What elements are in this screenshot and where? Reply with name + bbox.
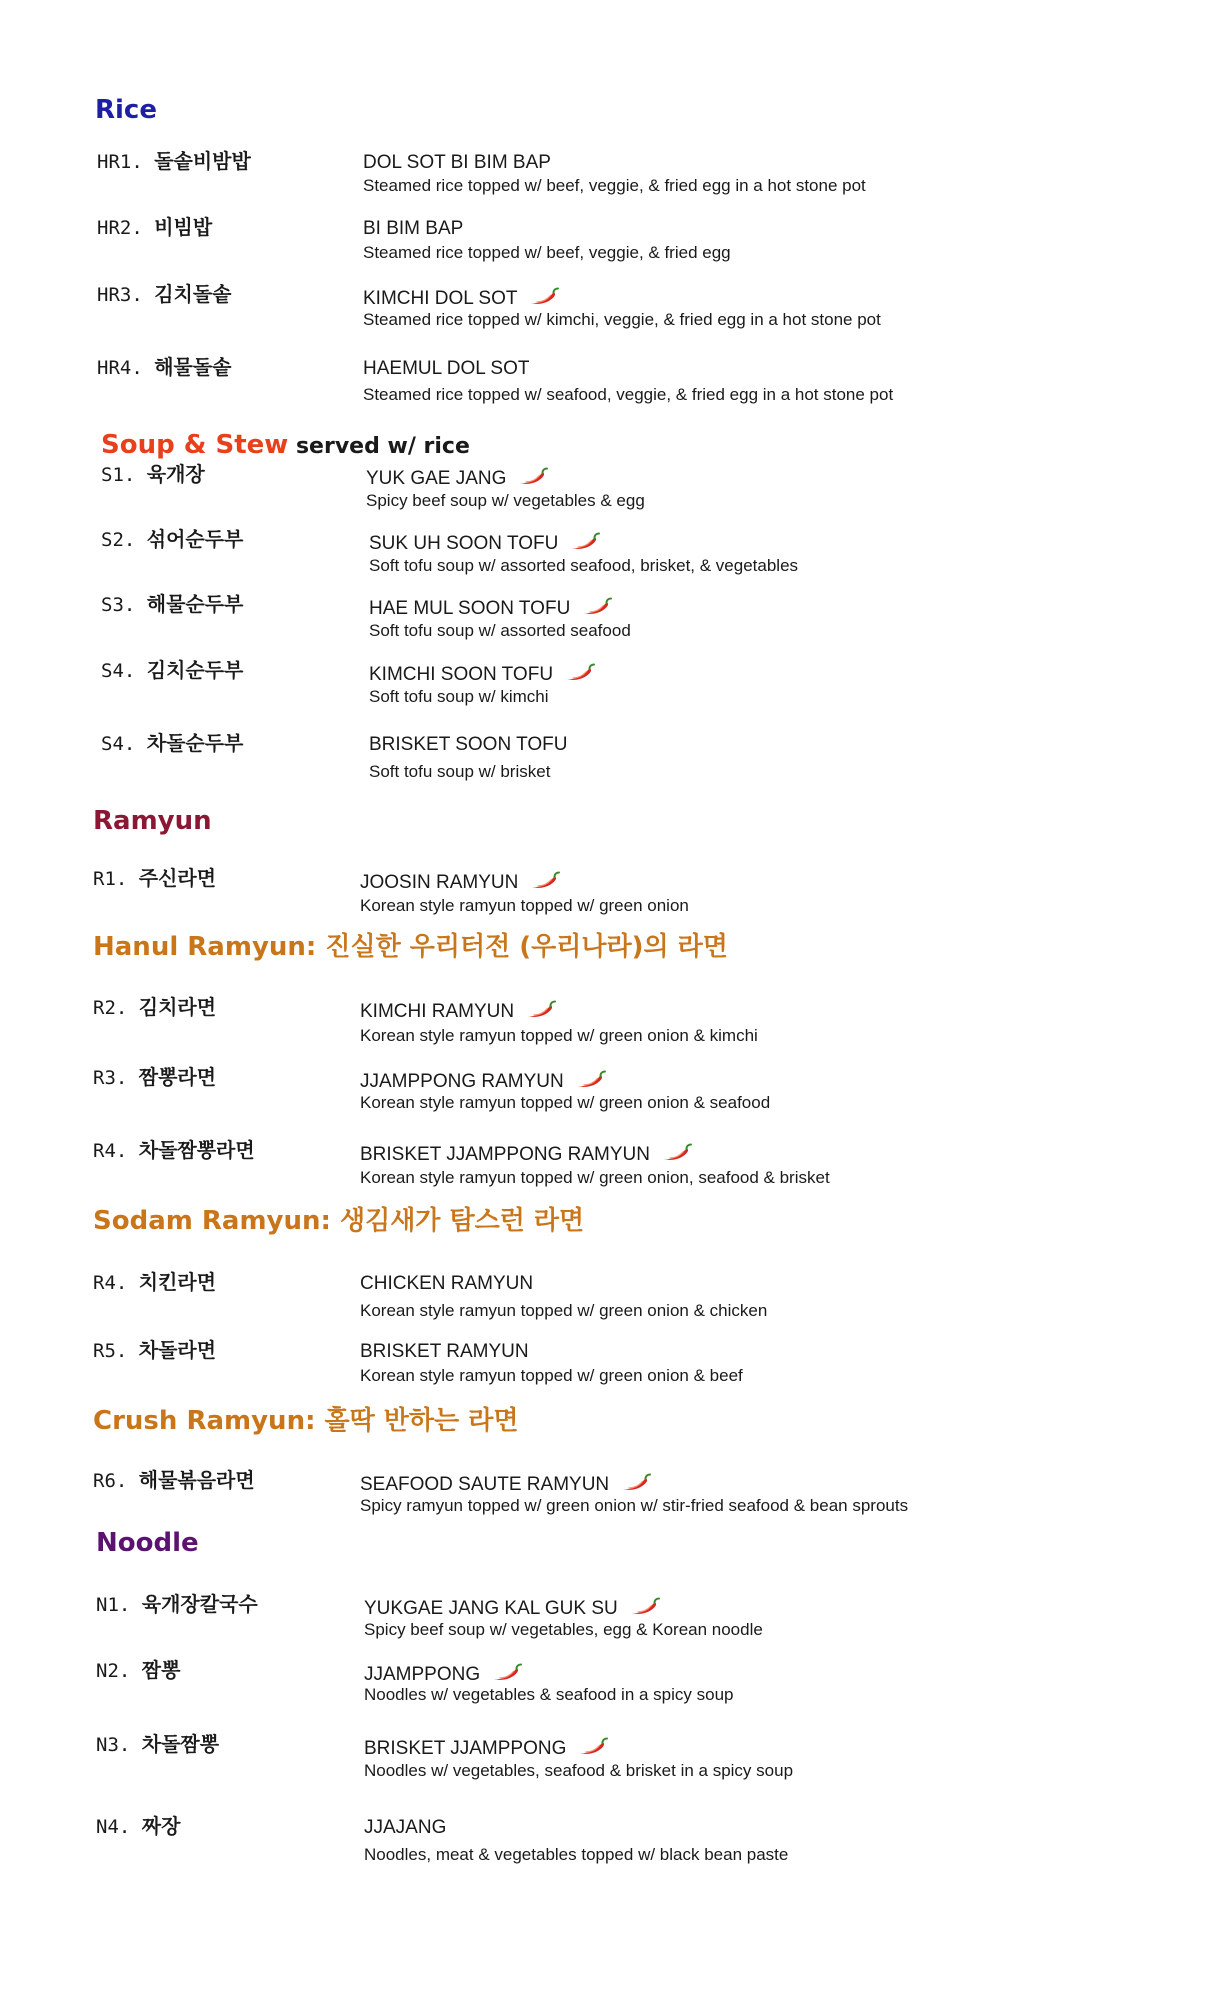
- item-english-name: [360, 1472, 651, 1494]
- item-code: [97, 357, 231, 378]
- item-name-text: BRISKET JJAMPPONG: [364, 1738, 567, 1759]
- item-korean-name: 육개장: [146, 462, 205, 486]
- chili-pepper-icon: [570, 531, 600, 551]
- item-description: Korean style ramyun topped w/ green onion & seafood: [360, 1093, 771, 1112]
- item-korean-name: 짬뽕라면: [138, 1065, 217, 1089]
- item-english-name: [363, 286, 559, 308]
- item-korean-name: 차돌짬뽕라면: [138, 1138, 255, 1162]
- section-subtitle: served w/ rice: [288, 434, 470, 459]
- item-english-name: [360, 870, 560, 892]
- item-number: HR4.: [97, 357, 155, 379]
- item-number: N2.: [96, 1660, 142, 1682]
- item-code: [96, 1816, 180, 1837]
- chili-pepper-icon: [576, 1069, 606, 1089]
- item-code: [101, 464, 205, 485]
- item-number: R4.: [93, 1272, 139, 1294]
- chili-pepper-icon: [630, 1596, 660, 1616]
- item-name-text: SUK UH SOON TOFU: [369, 533, 559, 554]
- item-code: [96, 1734, 219, 1755]
- item-english-name: [366, 466, 548, 488]
- item-english-name: [364, 1662, 522, 1684]
- item-english-name: [363, 359, 529, 378]
- item-code: [101, 733, 243, 754]
- item-name-text: YUKGAE JANG KAL GUK SU: [364, 1598, 618, 1619]
- section-heading: [101, 432, 470, 458]
- item-english-name: [369, 662, 595, 684]
- item-description: Soft tofu soup w/ assorted seafood: [369, 621, 631, 640]
- item-code: [93, 1272, 216, 1293]
- item-code: [97, 284, 231, 305]
- item-number: R6.: [93, 1470, 139, 1492]
- section-heading: [93, 1208, 584, 1234]
- section-heading: [93, 1408, 518, 1434]
- item-korean-name: 섞어순두부: [146, 527, 244, 551]
- item-korean-name: 김치라면: [138, 995, 217, 1019]
- item-description: Korean style ramyun topped w/ green onion & chicken: [360, 1301, 768, 1320]
- item-name-text: JJAJANG: [364, 1817, 447, 1838]
- item-korean-name: 김치순두부: [146, 658, 244, 682]
- item-english-name: [360, 1274, 533, 1293]
- item-description: Spicy beef soup w/ vegetables & egg: [366, 491, 645, 510]
- item-korean-name: 돌솥비밤밥: [154, 149, 251, 173]
- item-name-text: JJAMPPONG: [364, 1664, 481, 1685]
- item-korean-name: 차돌순두부: [146, 731, 244, 755]
- chili-pepper-icon: [578, 1736, 608, 1756]
- item-description: Noodles w/ vegetables, seafood & brisket in a spicy soup: [364, 1761, 794, 1780]
- item-name-text: KIMCHI DOL SOT: [363, 288, 518, 309]
- item-code: [101, 660, 243, 681]
- chili-pepper-icon: [662, 1142, 692, 1162]
- item-english-name: [369, 735, 568, 754]
- chili-pepper-icon: [582, 596, 612, 616]
- item-description: Soft tofu soup w/ kimchi: [369, 687, 549, 706]
- item-code: [93, 1340, 216, 1361]
- chili-pepper-icon: [526, 999, 556, 1019]
- item-name-text: BRISKET JJAMPPONG RAMYUN: [360, 1144, 650, 1165]
- item-korean-name: 해물볶음라면: [138, 1468, 255, 1492]
- item-english-name: [364, 1596, 660, 1618]
- item-description: Steamed rice topped w/ kimchi, veggie, & fried egg in a hot stone pot: [363, 310, 881, 329]
- item-number: S4.: [101, 660, 147, 682]
- item-korean-name: 비빔밥: [154, 215, 213, 239]
- chili-pepper-icon: [518, 466, 548, 486]
- chili-pepper-icon: [492, 1662, 522, 1682]
- item-english-name: [369, 531, 600, 553]
- item-english-name: [364, 1736, 608, 1758]
- item-number: R3.: [93, 1067, 139, 1089]
- item-english-name: [363, 219, 463, 238]
- item-name-text: KIMCHI RAMYUN: [360, 1001, 515, 1022]
- item-description: Spicy ramyun topped w/ green onion w/ stir-fried seafood & bean sprouts: [360, 1496, 909, 1515]
- item-name-text: BI BIM BAP: [363, 218, 464, 239]
- item-korean-name: 해물돌솥: [154, 355, 232, 379]
- item-name-text: BRISKET SOON TOFU: [369, 734, 568, 755]
- item-name-text: CHICKEN RAMYUN: [360, 1273, 534, 1294]
- item-code: [93, 1470, 255, 1491]
- item-number: R2.: [93, 997, 139, 1019]
- section-title: Noodle: [96, 1528, 199, 1558]
- item-name-text: HAEMUL DOL SOT: [363, 358, 530, 379]
- section-heading: [96, 1530, 199, 1556]
- item-description: Korean style ramyun topped w/ green onion & beef: [360, 1366, 743, 1385]
- chili-pepper-icon: [529, 286, 559, 306]
- section-title: Rice: [95, 95, 157, 125]
- chili-pepper-icon: [530, 870, 560, 890]
- item-name-text: JOOSIN RAMYUN: [360, 872, 519, 893]
- section-title: Sodam Ramyun: 생김새가 탐스런 라면: [93, 1206, 585, 1236]
- item-code: [97, 217, 212, 238]
- item-name-text: BRISKET RAMYUN: [360, 1341, 529, 1362]
- section-title: Hanul Ramyun: 진실한 우리터전 (우리나라)의 라면: [93, 932, 728, 962]
- item-code: [93, 997, 216, 1018]
- item-name-text: JJAMPPONG RAMYUN: [360, 1071, 564, 1092]
- item-korean-name: 김치돌솥: [154, 282, 232, 306]
- item-english-name: [360, 1069, 606, 1091]
- item-korean-name: 차돌짬뽕: [141, 1732, 220, 1756]
- item-code: [93, 868, 216, 889]
- item-code: [93, 1140, 255, 1161]
- item-english-name: [360, 1142, 692, 1164]
- item-code: [97, 151, 251, 172]
- item-description: Korean style ramyun topped w/ green onion, seafood & brisket: [360, 1168, 830, 1187]
- item-number: S2.: [101, 529, 147, 551]
- item-code: [96, 1660, 180, 1681]
- item-number: S3.: [101, 594, 147, 616]
- item-number: R1.: [93, 868, 139, 890]
- item-code: [101, 529, 243, 550]
- item-code: [93, 1067, 216, 1088]
- item-name-text: KIMCHI SOON TOFU: [369, 664, 554, 685]
- item-description: Steamed rice topped w/ beef, veggie, & fried egg in a hot stone pot: [363, 176, 866, 195]
- item-description: Steamed rice topped w/ beef, veggie, & fried egg: [363, 243, 731, 262]
- item-description: Noodles w/ vegetables & seafood in a spicy soup: [364, 1685, 734, 1704]
- item-english-name: [363, 153, 551, 172]
- section-title: Soup & Stew: [101, 430, 289, 460]
- item-english-name: [360, 1342, 529, 1361]
- item-korean-name: 짬뽕: [141, 1658, 181, 1682]
- item-code: [96, 1594, 258, 1615]
- section-heading: [93, 808, 212, 834]
- item-korean-name: 주신라면: [138, 866, 217, 890]
- item-number: S1.: [101, 464, 147, 486]
- item-korean-name: 차돌라면: [138, 1338, 217, 1362]
- item-number: S4.: [101, 733, 147, 755]
- section-title: Crush Ramyun: 홀딱 반하는 라면: [93, 1406, 519, 1436]
- item-code: [101, 594, 243, 615]
- item-number: R5.: [93, 1340, 139, 1362]
- item-number: HR3.: [97, 284, 155, 306]
- item-number: N4.: [96, 1816, 142, 1838]
- section-heading: [95, 97, 157, 123]
- item-name-text: HAE MUL SOON TOFU: [369, 598, 571, 619]
- item-description: Soft tofu soup w/ brisket: [369, 762, 551, 781]
- section-title: Ramyun: [93, 806, 212, 836]
- item-korean-name: 치킨라면: [138, 1270, 217, 1294]
- item-number: N1.: [96, 1594, 142, 1616]
- item-korean-name: 짜장: [141, 1814, 181, 1838]
- item-description: Noodles, meat & vegetables topped w/ black bean paste: [364, 1845, 789, 1864]
- item-english-name: [364, 1818, 446, 1837]
- item-description: Spicy beef soup w/ vegetables, egg & Korean noodle: [364, 1620, 763, 1639]
- item-korean-name: 해물순두부: [146, 592, 244, 616]
- item-description: Korean style ramyun topped w/ green onion & kimchi: [360, 1026, 758, 1045]
- item-description: Soft tofu soup w/ assorted seafood, brisket, & vegetables: [369, 556, 799, 575]
- item-number: HR1.: [97, 151, 155, 173]
- item-number: HR2.: [97, 217, 155, 239]
- item-description: Korean style ramyun topped w/ green onion: [360, 896, 689, 915]
- chili-pepper-icon: [565, 662, 595, 682]
- item-name-text: DOL SOT BI BIM BAP: [363, 152, 551, 173]
- chili-pepper-icon: [621, 1472, 651, 1492]
- item-description: Steamed rice topped w/ seafood, veggie, & fried egg in a hot stone pot: [363, 385, 894, 404]
- item-number: N3.: [96, 1734, 142, 1756]
- item-number: R4.: [93, 1140, 139, 1162]
- item-english-name: [360, 999, 556, 1021]
- item-name-text: YUK GAE JANG: [366, 468, 507, 489]
- section-heading: [93, 934, 728, 960]
- item-korean-name: 육개장칼국수: [141, 1592, 258, 1616]
- item-english-name: [369, 596, 612, 618]
- item-name-text: SEAFOOD SAUTE RAMYUN: [360, 1474, 610, 1495]
